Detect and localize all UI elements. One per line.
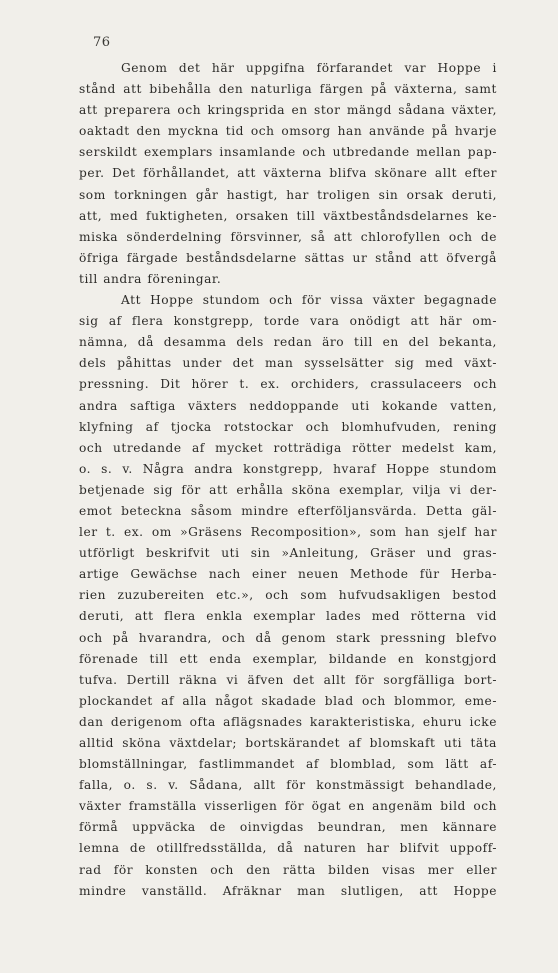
text-line: utförligt beskrifvit uti sin »Anleitung, Gräser und gras- bbox=[79, 546, 497, 561]
body-text bbox=[79, 58, 497, 902]
text-line: förenade till ett enda exemplar, bildande en konstgjord bbox=[79, 651, 497, 666]
page-number: 76 bbox=[93, 35, 111, 50]
paragraph-1 bbox=[79, 58, 497, 290]
text-line: deruti, att flera enkla exemplar lades med rötterna vid bbox=[79, 609, 497, 624]
text-line: stånd att bibehålla den naturliga färgen på växterna, samt bbox=[79, 82, 497, 97]
text-line: mindre vanställd. Afräknar man slutligen, att Hoppe bbox=[79, 883, 497, 898]
text-line: rad för konsten och den rätta bilden visas mer eller bbox=[79, 862, 497, 877]
text-line: dels påhittas under det man sysselsätter sig med växt- bbox=[79, 356, 497, 371]
text-line: ler t. ex. om »Gräsens Recomposition», som han sjelf har bbox=[79, 525, 497, 540]
text-line: att preparera och kringsprida en stor mängd sådana växter, bbox=[79, 103, 497, 118]
text-line: miska sönderdelning försvinner, så att chlorofyllen och de bbox=[79, 229, 497, 244]
text-line: till andra föreningar. bbox=[79, 271, 222, 286]
text-line: serskildt exemplars insamlande och utbredande mellan pap- bbox=[79, 145, 497, 160]
text-line: och utredande af mycket rotträdiga rötter medelst kam, bbox=[79, 440, 497, 455]
text-line: andra saftiga växters neddoppande uti kokande vatten, bbox=[79, 398, 497, 413]
text-line: plockandet af alla något skadade blad och blommor, eme- bbox=[79, 693, 497, 708]
text-line: oaktadt den myckna tid och omsorg han använde på hvarje bbox=[79, 124, 497, 139]
text-line: och på hvarandra, och då genom stark pressning blefvo bbox=[79, 630, 497, 645]
text-line: artige Gewächse nach einer neuen Methode für Herba- bbox=[79, 567, 497, 582]
text-line: o. s. v. Några andra konstgrepp, hvaraf Hoppe stundom bbox=[79, 461, 497, 476]
text-line: alltid sköna växtdelar; bortskärandet af blomskaft uti täta bbox=[79, 736, 497, 750]
paragraph-2 bbox=[79, 290, 497, 902]
text-line: sig af flera konstgrepp, torde vara onödigt att här om- bbox=[79, 314, 497, 329]
text-line: öfriga färgade beståndsdelarne sättas ur stånd att öfvergå bbox=[79, 250, 497, 265]
text-line: blomställningar, fastlimmandet af blomblad, som lätt af- bbox=[79, 757, 497, 772]
text-line: Genom det här uppgifna förfarandet var Hoppe i bbox=[121, 61, 497, 75]
text-line: växter framställa visserligen för ögat en angenäm bild och bbox=[79, 799, 497, 814]
text-line: betjenade sig för att erhålla sköna exemplar, vilja vi der- bbox=[79, 482, 497, 497]
text-line: Att Hoppe stundom och för vissa växter begagnade bbox=[121, 293, 497, 308]
text-line: falla, o. s. v. Sådana, allt för konstmässigt behandlade, bbox=[79, 778, 497, 793]
text-line: klyfning af tjocka rotstockar och blomhufvuden, rening bbox=[79, 419, 497, 434]
text-line: att, med fuktigheten, orsaken till växtbeståndsdelarnes ke- bbox=[79, 208, 497, 223]
text-line: pressning. Dit hörer t. ex. orchiders, crassulaceers och bbox=[79, 377, 497, 392]
text-line: rien zuzubereiten etc.», och som hufvudsakligen bestod bbox=[79, 588, 497, 603]
text-line: per. Det förhållandet, att växterna blifva skönare allt efter bbox=[79, 166, 497, 181]
text-line: emot beteckna såsom mindre efterföljansvärda. Detta gäl- bbox=[79, 503, 497, 518]
text-line: lemna de otillfredsställda, då naturen har blifvit uppoff- bbox=[79, 841, 497, 856]
text-line: som torkningen går hastigt, har troligen sin orsak deruti, bbox=[79, 187, 497, 202]
text-line: förmå uppväcka de oinvigdas beundran, men kännare bbox=[79, 820, 497, 835]
text-line: nämna, då desamma dels redan äro till en del bekanta, bbox=[79, 335, 497, 350]
text-line: dan derigenom ofta aflägsnades karakteristiska, ehuru icke bbox=[79, 714, 497, 729]
text-line: tufva. Dertill räkna vi äfven det allt för sorgfälliga bort- bbox=[79, 672, 497, 687]
